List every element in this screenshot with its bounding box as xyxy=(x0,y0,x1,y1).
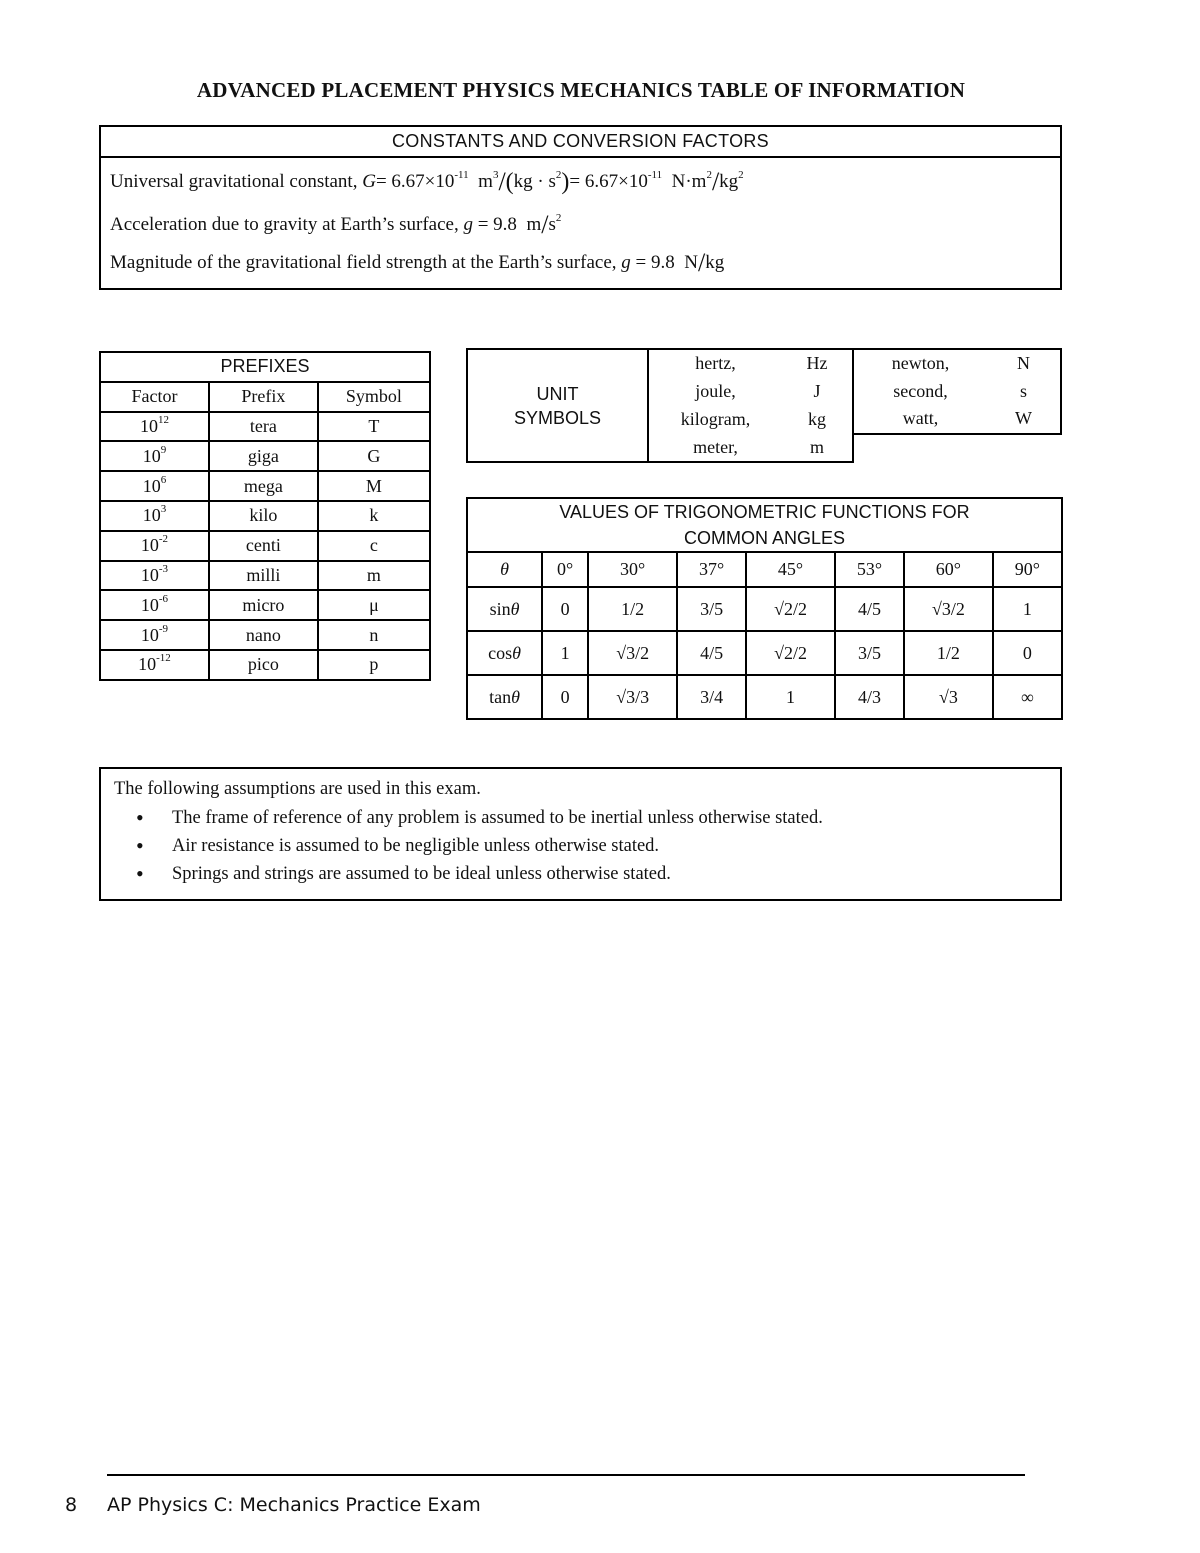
gravitational-constant-line xyxy=(110,167,744,196)
exponent: -11 xyxy=(454,169,469,181)
prefix-row xyxy=(100,531,430,561)
factor-base: 10 xyxy=(139,415,158,436)
unit: m xyxy=(526,214,542,235)
unit: kg · s xyxy=(513,171,556,192)
trig-function xyxy=(467,675,542,719)
factor-base: 10 xyxy=(142,505,161,526)
angle-header: 30° xyxy=(588,552,677,587)
factor-exponent: 3 xyxy=(160,503,167,516)
prefix-factor xyxy=(100,501,209,531)
trig-value: 1 xyxy=(542,631,588,675)
label-line: UNIT xyxy=(536,383,579,404)
trig-value: 0 xyxy=(542,675,588,719)
angle-header: 53° xyxy=(835,552,904,587)
prefixes-column-headers xyxy=(100,382,430,412)
unit-name: kilogram, xyxy=(648,405,782,434)
prefixes-header: PREFIXES xyxy=(100,352,430,382)
factor-exponent: 9 xyxy=(160,443,167,456)
trig-value: 4/5 xyxy=(677,631,746,675)
unit-name: joule, xyxy=(648,378,782,406)
fraction-slash-icon: / xyxy=(541,210,549,239)
unit-symbol: s xyxy=(987,378,1061,406)
unit-symbol: Hz xyxy=(782,349,853,378)
prefix-factor xyxy=(100,620,209,650)
prefix-name: centi xyxy=(209,531,318,561)
prefix-row xyxy=(100,412,430,442)
field-strength-label: Magnitude of the gravitational field strength at the Earth’s surface, xyxy=(110,252,617,273)
fraction-slash-icon: / xyxy=(498,167,506,196)
empty-cell xyxy=(853,434,1061,463)
trig-value: √2/2 xyxy=(746,631,835,675)
exponent: 2 xyxy=(706,169,712,181)
prefix-factor xyxy=(100,471,209,501)
prefix-symbol: G xyxy=(318,441,430,471)
exponent: -11 xyxy=(647,169,663,181)
unit-symbols-label xyxy=(467,349,648,462)
prefix-row xyxy=(100,471,430,501)
factor-exponent: 6 xyxy=(160,473,167,486)
field-strength-line xyxy=(110,248,725,277)
theta-symbol: θ xyxy=(510,598,520,619)
prefix-row xyxy=(100,561,430,591)
angle-header: 45° xyxy=(746,552,835,587)
page-number: 8 xyxy=(65,1494,78,1516)
angle-header: 90° xyxy=(993,552,1062,587)
factor-exponent: 12 xyxy=(157,413,169,426)
unit-name: watt, xyxy=(853,405,987,434)
header-line: VALUES OF TRIGONOMETRIC FUNCTIONS FOR xyxy=(559,502,970,522)
factor-base: 10 xyxy=(140,564,159,585)
prefix-row xyxy=(100,650,430,680)
prefix-factor xyxy=(100,441,209,471)
trig-row-cos xyxy=(467,631,1062,675)
angle-header: 0° xyxy=(542,552,588,587)
symbol-g: g xyxy=(621,252,631,273)
prefix-symbol: p xyxy=(318,650,430,680)
unit-symbol: N xyxy=(987,349,1061,378)
unit: N xyxy=(684,252,698,273)
prefix-symbol: μ xyxy=(318,590,430,620)
factor-base: 10 xyxy=(138,654,157,675)
prefix-name: mega xyxy=(209,471,318,501)
footer-rule xyxy=(107,1474,1025,1476)
function-name: tan xyxy=(489,686,512,707)
trig-value: 4/5 xyxy=(835,587,904,631)
trig-value: 1/2 xyxy=(588,587,677,631)
prefix-name: giga xyxy=(209,441,318,471)
theta-symbol: θ xyxy=(512,642,521,663)
factor-exponent: -6 xyxy=(158,592,169,605)
prefix-row xyxy=(100,590,430,620)
column-header: Factor xyxy=(100,382,209,412)
column-header: Prefix xyxy=(209,382,318,412)
unit-name: hertz, xyxy=(648,349,782,378)
unit-symbols-table xyxy=(466,348,1062,463)
exponent: 2 xyxy=(738,169,744,181)
unit: s xyxy=(548,214,556,235)
assumptions-intro: The following assumptions are used in this exam. xyxy=(114,779,481,799)
page-footer xyxy=(65,1494,481,1516)
factor-base: 10 xyxy=(140,594,159,615)
prefixes-table xyxy=(99,351,431,681)
angle-header-row xyxy=(467,552,1062,587)
unit-name: meter, xyxy=(648,434,782,463)
factor-base: 10 xyxy=(140,624,159,645)
prefix-name: nano xyxy=(209,620,318,650)
factor-exponent: -3 xyxy=(158,562,169,575)
trig-value: 3/4 xyxy=(677,675,746,719)
value-G: = 6.67×10 xyxy=(375,171,455,192)
prefix-factor xyxy=(100,650,209,680)
unit-symbol: m xyxy=(782,434,853,463)
trig-value: √3/2 xyxy=(588,631,677,675)
unit-symbol: J xyxy=(782,378,853,406)
gravity-acceleration-label: Acceleration due to gravity at Earth’s surface, xyxy=(110,214,459,235)
header-line: COMMON ANGLES xyxy=(683,528,846,548)
value-G-alt: = 6.67×10 xyxy=(569,171,648,192)
function-name: sin xyxy=(489,598,511,619)
angle-header: 37° xyxy=(677,552,746,587)
fraction-slash-icon: / xyxy=(711,167,720,196)
trig-values-table xyxy=(466,497,1063,720)
factor-base: 10 xyxy=(140,535,159,556)
gravity-acceleration-line xyxy=(110,210,562,239)
factor-exponent: -9 xyxy=(158,622,169,635)
factor-base: 10 xyxy=(142,475,161,496)
trig-function xyxy=(467,631,542,675)
theta-header: θ xyxy=(467,552,542,587)
prefix-row xyxy=(100,441,430,471)
trig-value: 0 xyxy=(993,631,1062,675)
symbol-G: G xyxy=(362,171,376,192)
factor-exponent: -2 xyxy=(158,533,169,546)
constants-header: CONSTANTS AND CONVERSION FACTORS xyxy=(101,127,1060,158)
trig-row-tan xyxy=(467,675,1062,719)
prefix-symbol: M xyxy=(318,471,430,501)
exponent: 2 xyxy=(555,169,562,181)
angle-header: 60° xyxy=(904,552,993,587)
exponent: 2 xyxy=(555,212,562,224)
trig-value: 4/3 xyxy=(835,675,904,719)
trig-value: 3/5 xyxy=(835,631,904,675)
prefix-name: pico xyxy=(209,650,318,680)
assumption-item: • Springs and strings are assumed to be ideal unless otherwise stated. xyxy=(114,863,823,891)
prefix-name: milli xyxy=(209,561,318,591)
prefix-row xyxy=(100,620,430,650)
value-g: = 9.8 xyxy=(635,252,675,273)
paren-open-icon: ( xyxy=(505,169,514,195)
page-title: ADVANCED PLACEMENT PHYSICS MECHANICS TABLE OF INFORMATION xyxy=(196,78,966,102)
unit-name: second, xyxy=(853,378,987,406)
prefix-name: kilo xyxy=(209,501,318,531)
trig-value: 3/5 xyxy=(677,587,746,631)
unit: m xyxy=(478,171,493,192)
prefix-name: micro xyxy=(209,590,318,620)
prefix-symbol: T xyxy=(318,412,430,442)
trig-value: 1 xyxy=(993,587,1062,631)
trig-value: √3/3 xyxy=(588,675,677,719)
assumptions-box xyxy=(99,767,1062,901)
prefix-symbol: k xyxy=(318,501,430,531)
trig-value: ∞ xyxy=(993,675,1062,719)
factor-exponent: -12 xyxy=(156,652,171,665)
paren-close-icon: ) xyxy=(561,169,570,195)
trig-header xyxy=(467,498,1062,552)
assumption-item: • The frame of reference of any problem is assumed to be inertial unless otherwise stated. xyxy=(114,807,823,835)
prefix-factor xyxy=(100,531,209,561)
footer-title: AP Physics C: Mechanics Practice Exam xyxy=(107,1494,481,1516)
unit-symbol: kg xyxy=(782,405,853,434)
fraction-slash-icon: / xyxy=(697,248,706,277)
trig-function xyxy=(467,587,542,631)
theta-symbol: θ xyxy=(511,686,520,707)
trig-value: 1/2 xyxy=(904,631,993,675)
prefix-row xyxy=(100,501,430,531)
trig-value: √3 xyxy=(904,675,993,719)
trig-value: √2/2 xyxy=(746,587,835,631)
factor-base: 10 xyxy=(142,445,161,466)
prefix-symbol: c xyxy=(318,531,430,561)
prefix-name: tera xyxy=(209,412,318,442)
trig-value: 1 xyxy=(746,675,835,719)
label-line: SYMBOLS xyxy=(513,407,602,428)
trig-value: √3/2 xyxy=(904,587,993,631)
function-name: cos xyxy=(488,642,513,663)
gravitational-constant-label: Universal gravitational constant, xyxy=(110,171,358,192)
unit: N·m xyxy=(671,171,707,192)
prefix-factor xyxy=(100,590,209,620)
unit: kg xyxy=(705,252,725,273)
prefix-factor xyxy=(100,412,209,442)
unit-name: newton, xyxy=(853,349,987,378)
exponent: 3 xyxy=(492,169,499,181)
symbol-g: g xyxy=(463,214,473,235)
trig-row-sin xyxy=(467,587,1062,631)
prefix-symbol: n xyxy=(318,620,430,650)
unit: kg xyxy=(719,171,739,192)
value-g: = 9.8 xyxy=(477,214,517,235)
assumptions-list xyxy=(114,807,823,891)
assumption-item: • Air resistance is assumed to be negligible unless otherwise stated. xyxy=(114,835,823,863)
column-header: Symbol xyxy=(318,382,430,412)
prefix-factor xyxy=(100,561,209,591)
prefix-symbol: m xyxy=(318,561,430,591)
unit-symbol: W xyxy=(987,405,1061,434)
constants-box xyxy=(99,125,1062,290)
trig-value: 0 xyxy=(542,587,588,631)
